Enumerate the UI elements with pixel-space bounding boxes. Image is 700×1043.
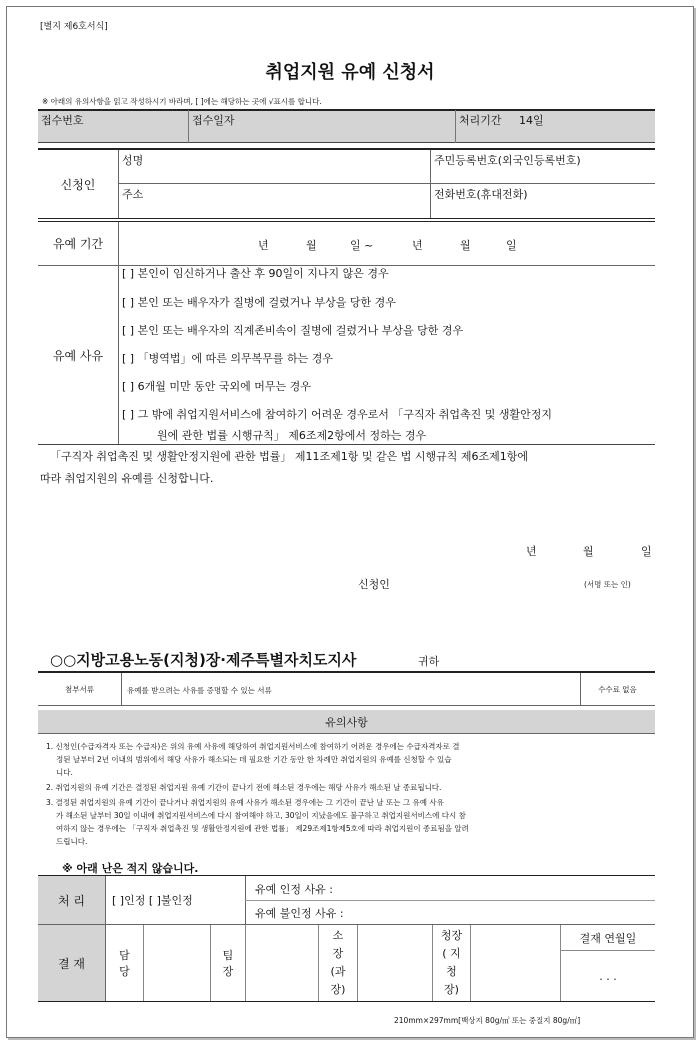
approve-reason-label: 유예 인정 사유 :	[255, 883, 333, 896]
process-label: 처 리	[58, 893, 85, 908]
reason-label: 유예 사유	[52, 348, 104, 363]
receipt-number-label: 접수번호	[41, 114, 84, 127]
reason-option-2[interactable]: [ ] 본인 또는 배우자가 질병에 걸렸거나 부상을 당한 경우	[122, 296, 396, 309]
fee-label: 수수료 없음	[598, 684, 637, 694]
reason-option-3[interactable]: [ ] 본인 또는 배우자의 직계존비속이 질병에 걸렸거나 부상을 당한 경우	[122, 324, 464, 337]
period-end-day: 일	[506, 239, 517, 252]
addressee-suffix: 귀하	[418, 655, 440, 668]
office-note: ※ 아래 난은 적지 않습니다.	[62, 862, 199, 875]
attachment-desc: 유예를 받으려는 사유를 증명할 수 있는 서류	[127, 686, 272, 695]
declaration-line-1: 「구직자 취업촉진 및 생활안정지원에 관한 법률」 제11조제1항 및 같은 법 시행규칙 제6조제1항에	[50, 450, 528, 463]
chief-label: 청장 ( 지 청 장)	[440, 929, 463, 996]
approval-date-label: 결재 연월일	[579, 931, 637, 945]
reason-option-4[interactable]: [ ] 「병역법」에 따른 의무복무를 하는 경우	[122, 352, 333, 365]
paper-spec: 210mm×297mm[백상지 80g/㎡ 또는 중질지 80g/㎡]	[394, 1016, 581, 1025]
form-id: [별지 제6호서식]	[40, 22, 108, 32]
caution-1: 1. 신청인(수급자격자 또는 수급자)은 위의 유예 사유에 해당하여 취업지원서비스에 참여하기 어려운 경우에는 수급자격자로 결 정된 날부터 2년 이내의 범위에서 해당 사유가 해소되는 데 필요한 기간 동안 한 차례만 취업지원의 유예를 신청할 수 있습 니다.	[46, 742, 460, 777]
processing-period-value: 14일	[519, 114, 544, 127]
caution-2: 2. 취업지원의 유예 기간은 결정된 취업지원 유예 기간이 끝나기 전에 해소된 경우에는 해당 사유가 해소된 날 종료됩니다.	[46, 783, 442, 792]
receipt-date-label: 접수일자	[192, 114, 235, 127]
phone-label: 전화번호(휴대전화)	[434, 188, 528, 201]
address-label: 주소	[122, 188, 144, 201]
signature-hint: (서명 또는 인)	[584, 580, 631, 589]
phone-field[interactable]	[434, 200, 649, 214]
period-label: 유예 기간	[52, 237, 104, 251]
reason-option-1[interactable]: [ ] 본인이 임신하거나 출산 후 90일이 지나지 않은 경우	[122, 267, 389, 280]
reason-option-6[interactable]: [ ] 그 밖에 취업지원서비스에 참여하기 어려운 경우로서 「구직자 취업촉진 및 생활안정지	[122, 408, 552, 421]
period-start-year: 년	[258, 239, 269, 252]
staff-label: 담 당	[119, 949, 130, 978]
approval-label: 결 재	[58, 956, 85, 971]
period-start-day: 일 ~	[350, 239, 374, 252]
director-label: 소 장 (과 장)	[330, 929, 346, 996]
reason-option-6-cont: 원에 관한 법률 시행규칙」 제6조제2항에서 정하는 경우	[157, 429, 427, 442]
team-leader-label: 팀 장	[222, 949, 234, 978]
reject-reason-label: 유예 불인정 사유 :	[255, 907, 344, 920]
sign-day: 일	[641, 545, 652, 558]
receipt-bar	[38, 109, 655, 143]
signature-field[interactable]	[400, 574, 575, 592]
declaration-line-2: 따라 취업지원의 유예를 신청합니다.	[40, 472, 214, 485]
applicant-section-label: 신청인	[60, 177, 96, 192]
processing-period-label: 처리기간	[459, 114, 502, 127]
resident-number-field[interactable]	[434, 166, 649, 180]
instruction-notice: ※ 아래의 유의사항을 읽고 작성하시기 바라며, [ ]에는 해당하는 곳에 √표시를 합니다.	[42, 97, 322, 106]
process-options[interactable]: [ ]인정 [ ]불인정	[112, 894, 193, 907]
attachment-label: 첨부서류	[65, 684, 94, 694]
name-label: 성명	[122, 154, 144, 167]
cautions-list	[46, 740, 651, 848]
name-field[interactable]	[122, 166, 422, 180]
address-field[interactable]	[122, 200, 422, 214]
sign-year: 년	[526, 545, 537, 558]
reason-option-5[interactable]: [ ] 6개월 미만 동안 국외에 머무는 경우	[122, 380, 311, 393]
period-end-month: 월	[460, 239, 471, 252]
period-start-month: 월	[306, 239, 317, 252]
addressee: ○○지방고용노동(지청)장·제주특별자치도지사	[50, 651, 357, 669]
resident-number-label: 주민등록번호(외국인등록번호)	[434, 154, 581, 167]
period-end-year: 년	[412, 239, 423, 252]
signer-label: 신청인	[358, 578, 390, 591]
cautions-title: 유의사항	[38, 710, 655, 734]
page-title: 취업지원 유예 신청서	[265, 62, 435, 83]
approval-date-value: . . .	[599, 969, 617, 983]
sign-month: 월	[583, 545, 594, 558]
caution-3: 3. 결정된 취업지원의 유예 기간이 끝나거나 취업지원의 유예 사유가 해소된 경우에는 그 기간이 끝난 날 또는 그 유예 사유 가 해소된 날부터 30일 이내에 취업지원서비스에 다시 참여해야 하고, 30일이 지났음에도 불구하고 취업지원서비스에 다시 참 여하지 않는 경우에는 「구직자 취업촉진 및 생활안정지원에 관한 법률」 제29조제1항제5호에 따라 취업지원이 종료됨을 알려 드립니다.	[46, 798, 469, 846]
